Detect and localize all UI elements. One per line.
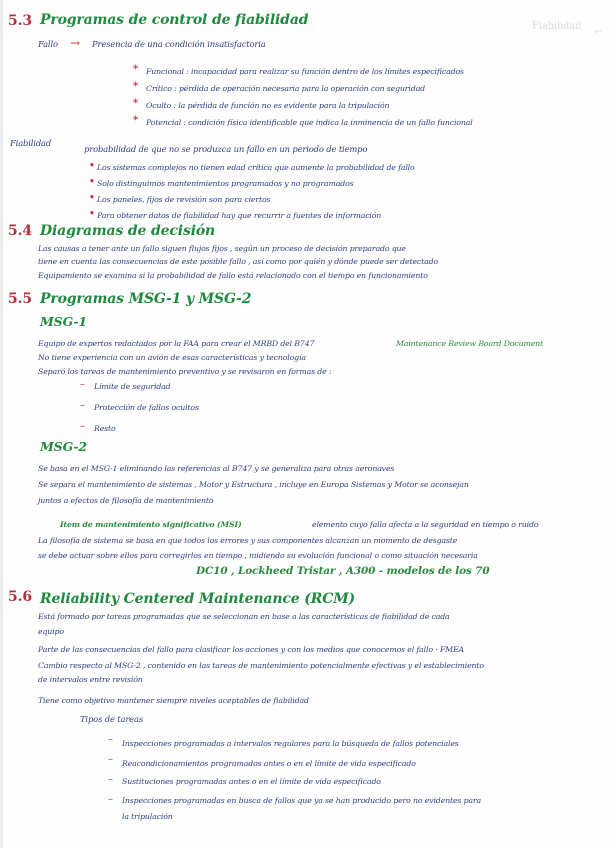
section-number-5-4: 5.4 [8, 223, 32, 239]
task-item: Inspecciones programadas a intervalos regulares para la búsqueda de fallos potenciales [122, 739, 459, 748]
task-item-continuation: la tripulación [122, 812, 173, 821]
fallo-type-item: Oculto : la pérdida de función no es evidente para la tripulación [146, 101, 390, 110]
fallo-type-item: Potencial : condición física identificable que indica la inminencia de un fallo funcional [146, 118, 473, 127]
star-bullet-icon: * [133, 98, 139, 109]
fiabilidad-note: Los sistemas complejos no tienen edad crítica que aumente la probabilidad de fallo [97, 163, 415, 172]
rcm-line: Está formado por tareas programadas que se seleccionan en base a las características de fiabilidad de cada [38, 612, 450, 621]
fallo-label: Fallo [38, 39, 58, 49]
dash-bullet-icon: – [80, 421, 85, 432]
star-bullet-icon: * [133, 81, 139, 92]
dash-bullet-icon: – [80, 379, 85, 390]
rcm-line: equipo [38, 627, 64, 636]
fallo-definition: Presencia de una condición insatisfactoria [92, 39, 266, 49]
tasks-heading: Tipos de tareas [80, 714, 143, 724]
fiabilidad-note: Solo distinguimos mantenimientos programados y no programados [97, 179, 354, 188]
arrow-icon: → [70, 36, 80, 50]
faint-bleed-through-mark: ⌐ [594, 27, 603, 38]
msg2-line: juntos a efectos de filosofía de mantenimiento [38, 496, 214, 505]
fiabilidad-definition: probabilidad de que no se produzca un fallo en un periodo de tiempo [84, 144, 368, 154]
rcm-line: de intervalos entre revisión [38, 675, 143, 684]
rcm-line: Parte de las consecuencias del fallo para clasificar los acciones y con los medios que conocemos el fallo · FMEA [38, 645, 464, 654]
section-title-5-6: Reliability Centered Maintenance (RCM) [40, 591, 356, 607]
msg1-category: Límite de seguridad [94, 382, 171, 391]
dash-bullet-icon: – [80, 400, 85, 411]
msg1-line: No tiene experiencia con un avión de esas características y tecnología [38, 353, 306, 362]
msg1-category: Protección de fallos ocultos [94, 403, 199, 412]
fiabilidad-note: Para obtener datos de fiabilidad hay que recurrir a fuentes de información [97, 211, 382, 220]
task-item: Inspecciones programadas en busca de fallos que ya se han producido pero no evidentes para [122, 796, 482, 805]
dot-bullet-icon: • [89, 177, 95, 187]
paragraph-line: tiene en cuenta las consecuencias de este posible fallo , así como por quién y dónde puede ser detectado [38, 257, 438, 266]
msg2-line: Se basa en el MSG-1 eliminando las referencias al B747 y se generaliza para otras aeronaves [38, 464, 395, 473]
task-item: Sustituciones programadas antes o en el límite de vida especificado [122, 777, 381, 786]
section-number-5-3: 5.3 [8, 13, 32, 29]
msg2-philosophy-line: se debe actuar sobre ellos para corregirlos en tiempo , midiendo su evolución funcional o como situación necesaria [38, 551, 478, 560]
section-number-5-5: 5.5 [8, 291, 32, 307]
dot-bullet-icon: • [89, 209, 95, 219]
section-title-5-4: Diagramas de decisión [40, 223, 216, 239]
faint-bleed-through-text: Fiabilidad [532, 21, 582, 32]
fallo-type-item: Crítico : pérdida de operación necesaria para la operación con seguridad [146, 84, 425, 93]
dot-bullet-icon: • [89, 193, 95, 203]
paragraph-line: Las causas a tener ante un fallo siguen flujos fijos , según un proceso de decisión preparado que [38, 244, 406, 253]
page-edge-shadow [0, 0, 3, 848]
msg2-line: Se separa el mantenimiento de sistemas , Motor y Estructura , incluye en Europa Sistemas y Motor se aconsejan [38, 480, 469, 489]
rcm-line: Cambio respecto al MSG-2 , contenido en las tareas de mantenimiento potencialmente efectivas y el establecimiento [38, 661, 484, 670]
fiabilidad-note: Los paneles, fijos de revisión son para ciertos [97, 195, 271, 204]
dash-bullet-icon: – [108, 734, 113, 745]
msg2-philosophy-line: La filosofía de sistema se basa en que todos los errores y sus componentes alcanzan un momento de desgaste [38, 536, 458, 545]
msi-term: Item de mantenimiento significativo (MSI) [60, 520, 242, 529]
paragraph-line: Equipamiento se examina si la probabilidad de fallo está relacionado con el tiempo en funcionamiento [38, 271, 428, 280]
rcm-line: Tiene como objetivo mantener siempre niveles aceptables de fiabilidad [38, 696, 309, 705]
msg1-line: Separó los tareas de mantenimiento preventivo y se revisaron en formas de : [38, 367, 332, 376]
star-bullet-icon: * [133, 64, 139, 75]
msg1-line: Equipo de expertos redactados por la FAA para crear el MRBD del B747 [38, 339, 315, 348]
msg1-category: Resto [94, 424, 116, 433]
fallo-type-item: Funcional : incapacidad para realizar su función dentro de los límites especificados [146, 67, 464, 76]
fiabilidad-label: Fiabilidad [10, 138, 52, 148]
star-bullet-icon: * [133, 115, 139, 126]
msg2-aircraft-examples: DC10 , Lockheed Tristar , A300 - modelos de los 70 [196, 565, 490, 577]
dash-bullet-icon: – [108, 774, 113, 785]
subheading-msg2: MSG-2 [40, 439, 87, 454]
section-number-5-6: 5.6 [8, 589, 32, 605]
subheading-msg1: MSG-1 [40, 314, 87, 329]
msg1-mrbd-expansion: Maintenance Review Board Document [396, 339, 544, 348]
section-title-5-3: Programas de control de fiabilidad [40, 12, 309, 28]
dash-bullet-icon: – [108, 754, 113, 765]
task-item: Reacondicionamientos programados antes o en el límite de vida especificado [122, 759, 416, 768]
msi-definition: elemento cuyo fallo afecta a la seguridad en tiempo o ruido [312, 520, 539, 529]
dot-bullet-icon: • [89, 161, 95, 171]
dash-bullet-icon: – [108, 794, 113, 805]
section-title-5-5: Programas MSG-1 y MSG-2 [40, 291, 252, 307]
